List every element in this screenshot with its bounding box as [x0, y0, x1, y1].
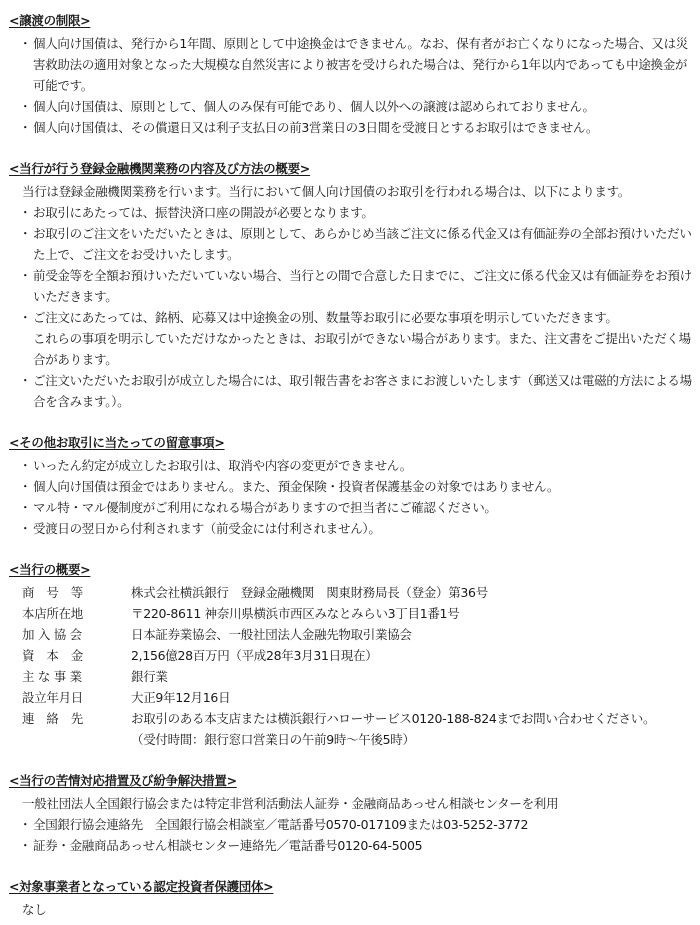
list-item: [22, 307, 692, 370]
list-item: ・ 証券・金融商品あっせん相談センター連絡先／電話番号0120-64-5005: [22, 835, 692, 856]
table-row: [22, 645, 655, 666]
list-item: [22, 370, 692, 412]
section-heading: <当行の概要>: [9, 562, 91, 577]
other-notes-section: [9, 432, 692, 539]
section-heading: <対象事業者となっている認定投資者保護団体>: [9, 879, 274, 894]
investor-protection-section: [9, 876, 692, 920]
table-row: [22, 687, 655, 708]
row-label: 連 絡 先: [22, 711, 84, 726]
list-item: ・ 個人向け国債は預金ではありません。また、預金保険・投資者保護基金の対象ではありません。: [22, 476, 692, 497]
section-intro: 一般社団法人全国銀行協会または特定非営利活動法人証券・金融商品あっせん相談センターを利用: [22, 796, 559, 811]
list-item: ・ 全国銀行協会連絡先 全国銀行協会相談室／電話番号0570-017109または03-5252-3772: [22, 814, 692, 835]
row-value: 2,156億28百万円（平成28年3月31日現在）: [131, 648, 378, 663]
section-heading: <当行が行う登録金融機関業務の内容及び方法の概要>: [9, 161, 310, 176]
bullet-list: [9, 455, 692, 539]
table-row: [22, 603, 655, 624]
list-item-text: お取引にあたっては、振替決済口座の開設が必要となります。: [33, 205, 374, 220]
row-value: 銀行業: [131, 669, 168, 684]
bank-overview-section: [9, 559, 692, 750]
list-item: ・ マル特・マル優制度がご利用になれる場合がありますので担当者にご確認ください。: [22, 497, 692, 518]
list-item: [22, 223, 692, 265]
list-item-continuation: これらの事項を明示していただけなかったときは、お取引ができない場合があります。また、注文書をご提出いただく場合があります。: [33, 331, 691, 367]
row-value: 株式会社横浜銀行 登録金融機関 関東財務局長（登金）第36号: [131, 585, 488, 600]
list-item-text: ご注文いただいたお取引が成立した場合には、取引報告書をお客さまにお渡しいたします（郵送又は電磁的方法による場合を含みます。）。: [33, 373, 692, 409]
row-value: 〒220-8611 神奈川県横浜市西区みなとみらい3丁目1番1号: [131, 606, 460, 621]
row-label: 設立年月日: [22, 690, 84, 705]
list-item: ・ 個人向け国債は、発行から1年間、原則として中途換金はできません。なお、保有者がお亡くなりになった場合、又は災害救助法の適用対象となった大規模な自然災害により被害を受けられた場合は、発行から1年以内であっても中途換金が可能です。: [22, 33, 692, 96]
bullet-list: [9, 33, 692, 138]
section-body: なし: [22, 902, 47, 917]
complaints-section: [9, 770, 692, 856]
list-item: ・ 受渡日の翌日から付利されます（前受金には付利されません）。: [22, 518, 692, 539]
bullet-list: [9, 202, 692, 412]
row-label: 加 入 協 会: [22, 627, 82, 642]
table-row: [22, 666, 655, 687]
section-heading: <当行の苦情対応措置及び紛争解決措置>: [9, 773, 237, 788]
row-value: 日本証券業協会、一般社団法人金融先物取引業協会: [131, 627, 412, 642]
transfer-restrictions-section: [9, 10, 692, 138]
row-value: 大正9年12月16日: [131, 690, 231, 705]
bullet-list: [9, 814, 692, 856]
row-value: [122, 708, 655, 750]
section-heading: <譲渡の制限>: [9, 13, 91, 28]
list-item: ・ 個人向け国債は、その償還日又は利子支払日の前3営業日の3日間を受渡日とするお取引はできません。: [22, 117, 692, 138]
row-label: 資 本 金: [22, 648, 84, 663]
registration-business-section: [9, 158, 692, 412]
row-label: 商 号 等: [22, 585, 84, 600]
table-row: [22, 582, 655, 603]
list-item: ・ 個人向け国債は、原則として、個人のみ保有可能であり、個人以外への譲渡は認められておりません。: [22, 96, 692, 117]
list-item-text: 前受金等を全額お預けいただいていない場合、当行との間で合意した日までに、ご注文に係る代金又は有価証券をお預けいただきます。: [33, 268, 692, 304]
contact-text: お取引のある本支店または横浜銀行ハローサービス0120-188-824までお問い合わせください。: [131, 711, 656, 726]
list-item-text: ご注文にあたっては、銘柄、応募又は中途換金の別、数量等お取引に必要な事項を明示していただきます。: [33, 310, 618, 325]
row-label: 主 な 事 業: [22, 669, 82, 684]
table-row: [22, 624, 655, 645]
overview-table: [22, 582, 655, 750]
business-hours-note: （受付時間：銀行窓口営業日の午前9時～午後5時）: [131, 732, 415, 747]
section-intro: 当行は登録金融機関業務を行います。当行において個人向け国債のお取引を行われる場合は、以下によります。: [22, 184, 631, 199]
list-item: [22, 265, 692, 307]
row-label: 本店所在地: [22, 606, 84, 621]
section-heading: <その他お取引に当たっての留意事項>: [9, 435, 225, 450]
table-row: [22, 708, 655, 750]
list-item-text: お取引のご注文をいただいたときは、原則として、あらかじめ当該ご注文に係る代金又は有価証券の全部お預けいただいた上で、ご注文をお受けいたします。: [33, 226, 692, 262]
list-item: ・ いったん約定が成立したお取引は、取消や内容の変更ができません。: [22, 455, 692, 476]
list-item: [22, 202, 692, 223]
